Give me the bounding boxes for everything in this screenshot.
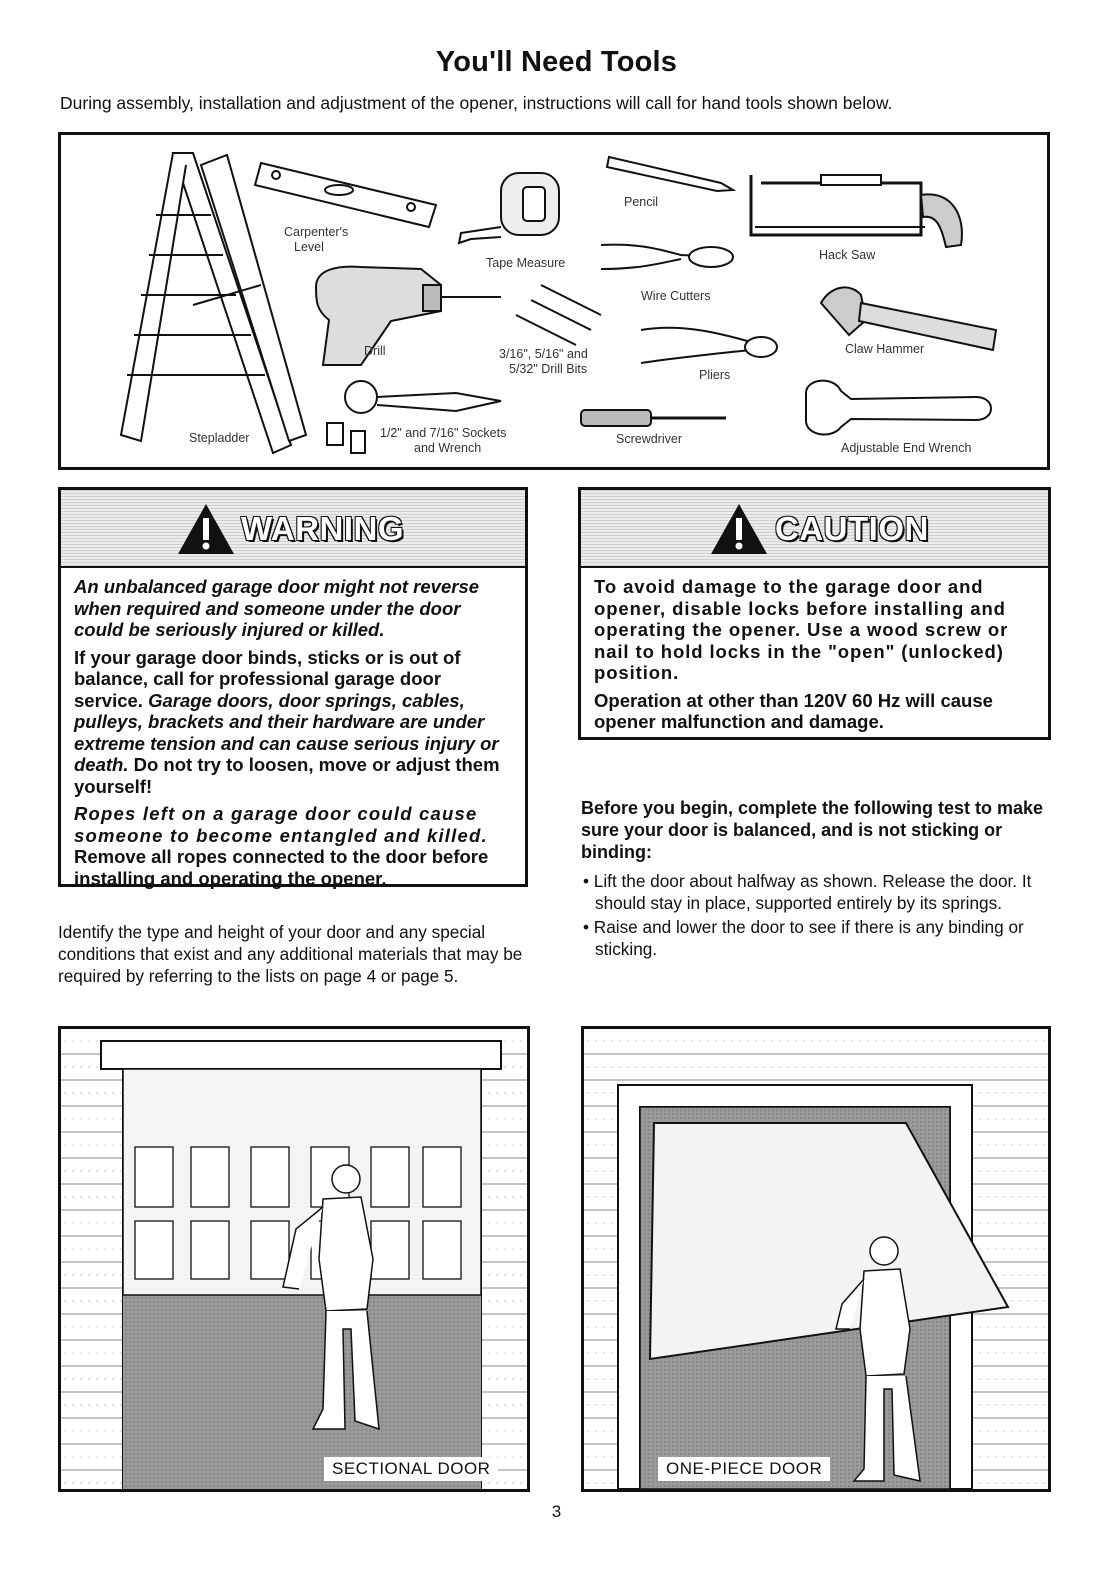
sockets-label-2: and Wrench [414, 441, 482, 455]
identify-paragraph: Identify the type and height of your door and any special conditions that exist and any additional materials that may be required by referring to the lists on page 4 or page 5. [58, 922, 523, 986]
tools-illustration [58, 132, 1050, 470]
adjustable-wrench-label: Adjustable End Wrench [841, 441, 972, 455]
balance-test-item-1-text: Lift the door about halfway as shown. Release the door. It should stay in place, supported entirely by its springs. [593, 871, 1032, 913]
stepladder-icon [121, 153, 306, 453]
warning-p1: An unbalanced garage door might not reverse when required and someone under the door could be seriously injured or killed. [74, 576, 480, 640]
screwdriver-label: Screwdriver [616, 432, 682, 446]
caution-p1: To avoid damage to the garage door and opener, disable locks before installing and operating the opener. Use a wood screw or nail to hold locks in the "open" (unlocked) position. [594, 576, 1009, 683]
pencil-icon [607, 157, 733, 191]
warning-heading: WARNING [241, 510, 404, 547]
caution-header [581, 490, 1048, 568]
balance-test-list [581, 870, 1046, 962]
adjustable-wrench-icon [806, 381, 991, 435]
one-piece-door-caption: ONE-PIECE DOOR [658, 1457, 830, 1481]
intro-text: During assembly, installation and adjustment of the opener, instructions will call for hand tools shown below. [60, 93, 893, 113]
tape-measure-icon [459, 173, 559, 243]
caution-heading: CAUTION [775, 510, 929, 547]
hacksaw-label: Hack Saw [819, 248, 876, 262]
warning-p2-a: If your garage door binds, sticks or is out of balance, call for professional garage door service. [74, 646, 461, 711]
page-number: 3 [551, 1502, 562, 1521]
warning-header [61, 490, 525, 568]
warning-p2-c: Do not try to loosen, move or adjust them yourself! [74, 754, 500, 797]
caution-box [578, 487, 1051, 740]
claw-hammer-icon [821, 287, 996, 350]
wire-cutters-label: Wire Cutters [641, 289, 711, 303]
bits-label-2: 5/32" Drill Bits [509, 362, 588, 376]
caution-p2: Operation at other than 120V 60 Hz will cause opener malfunction and damage. [594, 689, 993, 732]
pliers-label: Pliers [699, 368, 731, 382]
pencil-label: Pencil [624, 195, 659, 209]
tools-drawing [61, 135, 1047, 467]
stepladder-label: Stepladder [189, 431, 250, 445]
sockets-label-1: 1/2" and 7/16" Sockets [380, 426, 507, 440]
sectional-door-drawing [61, 1029, 527, 1489]
caution-body [581, 568, 1048, 749]
level-label-2: Level [294, 240, 324, 254]
tape-label: Tape Measure [486, 256, 566, 270]
caution-triangle-icon [709, 502, 769, 556]
bits-label-1: 3/16", 5/16" and [499, 347, 588, 361]
page-title: You'll Need Tools [435, 46, 678, 78]
drill-label: Drill [364, 344, 386, 358]
carpenters-level-icon [255, 163, 436, 227]
warning-p3-b: Remove all ropes connected to the door before installing and operating the opener. [74, 846, 489, 889]
warning-p2 [74, 647, 513, 798]
one-piece-door-drawing [584, 1029, 1048, 1489]
wire-cutters-icon [601, 245, 733, 269]
warning-p3-a: Ropes left on a garage door could cause someone to become entangled and killed. [74, 803, 488, 846]
balance-test-item-2-text: Raise and lower the door to see if there is any binding or sticking. [593, 917, 1024, 959]
sectional-door-figure [58, 1026, 530, 1492]
hack-saw-icon [751, 175, 962, 247]
balance-test-item-2: • Raise and lower the door to see if there is any binding or sticking. [583, 917, 1024, 959]
screwdriver-icon [581, 410, 726, 426]
level-label-1: Carpenter's [284, 225, 349, 239]
drill-bits-icon [516, 285, 601, 345]
balance-test-heading: Before you begin, complete the following test to make sure your door is balanced, and is not sticking or binding: [581, 798, 1044, 862]
warning-p2-b: Garage doors, door springs, cables, pulleys, brackets and their hardware are under extreme tension and can cause serious injury or death. [74, 689, 499, 775]
warning-box [58, 487, 528, 887]
warning-p3 [74, 803, 513, 889]
one-piece-door-figure [581, 1026, 1051, 1492]
drill-icon [316, 267, 501, 365]
pliers-icon [641, 328, 777, 363]
sectional-door-caption: SECTIONAL DOOR [324, 1457, 498, 1481]
warning-body [61, 568, 525, 905]
claw-hammer-label: Claw Hammer [845, 342, 925, 356]
balance-test-item-1: • Lift the door about halfway as shown. Release the door. It should stay in place, supported entirely by its springs. [583, 871, 1032, 913]
warning-triangle-icon [176, 502, 236, 556]
